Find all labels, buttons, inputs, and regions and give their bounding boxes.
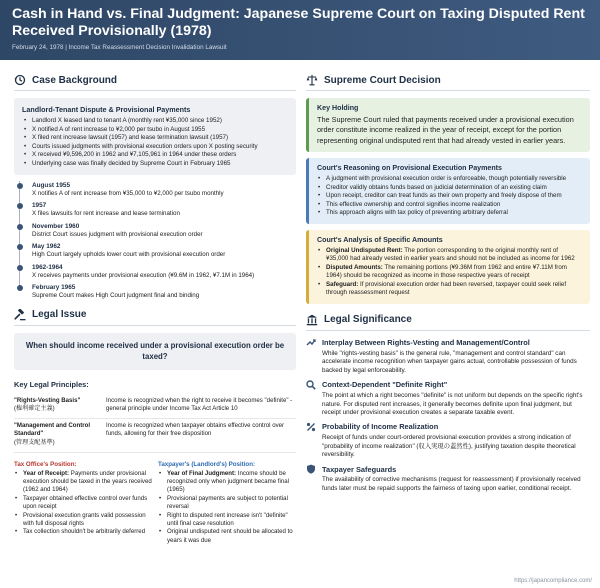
list-item: • A judgment with provisional execution order is enforceable, though potentially reversible [317,175,582,184]
list-item: • Taxpayer obtained effective control over funds upon receipt [14,495,152,512]
background-section-title: Case Background [14,74,296,91]
timeline-dot [17,224,23,230]
list-item: • Year of Receipt: Payments under provisional execution should be taxed in the years received (1962 and 1964) [14,470,152,495]
legal-question: When should income received under a provisional execution order be taxed? [14,333,296,370]
timeline-item: 1962-1964 X receives payments under provisional execution (¥9.6M in 1962, ¥7.1M in 1964) [32,263,296,281]
page-subtitle: February 24, 1978 | Income Tax Reassessment Decision Invalidation Lawsuit [12,44,227,51]
list-item: • Right to disputed rent increase isn't "definite" until final case resolution [158,512,296,529]
footer-url[interactable]: https://japancompliance.com/ [514,578,592,584]
reasoning-card: Court's Reasoning on Provisional Execution Payments • A judgment with provisional execution order is enforceable, though potentially reversible • Creditor validly obtains funds based on judicial determination of an existing claim • Upon receipt, creditor can treat funds as their own property and freely dispose of them • This effective ownership and control signifies income realization • This approach aligns with tax policy of preventing arbitrary deferral [306,158,590,224]
issue-section-title: Legal Issue [14,309,296,326]
left-column [14,74,296,545]
timeline-dot [17,244,23,250]
timeline-item: August 1955 X notifies A of rent increase from ¥35,000 to ¥2,000 per tsubo monthly [32,181,296,199]
amounts-card: Court's Analysis of Specific Amounts • Original Undisputed Rent: The portion corresponding to the original monthly rent of ¥35,000 had already vested in earlier years and should not be included as income for 1962 • Disputed Amounts: The remaining portions (¥9.36M from 1962 and entire ¥7.11M from 1964) should be recognized as income in those respective years of receipt • Safeguard: If provisional execution order had been reversed, taxpayer could seek relief through reassessment request [306,230,590,304]
timeline-dot [17,203,23,209]
page-header [0,0,600,60]
timeline-dot [17,285,23,291]
right-column [306,74,590,497]
key-holding-card: Key Holding The Supreme Court ruled that payments received under a provisional execution order constitute income realized in the year of receipt, except for the portion representing original undisputed rent that had already vested in earlier years. [306,98,590,152]
shield-icon [306,464,316,474]
list-item: • X notified A of rent increase to ¥2,000 per tsubo in August 1955 [22,126,288,135]
page-title: Cash in Hand vs. Final Judgment: Japanese Supreme Court on Taxing Disputed Rent Received Provisionally (1978) [12,6,585,39]
significance-section-title: Legal Significance [306,314,590,331]
background-box-title: Landlord-Tenant Dispute & Provisional Payments [22,105,191,114]
list-item: • Provisional execution grants valid possession with full disposal rights [14,512,152,529]
courthouse-icon [306,314,318,326]
background-bullets [22,117,288,169]
significance-item: Probability of Income Realization Receipt of funds under court-ordered provisional execution provides a strong indication of "probability of income realization" (収入実現の蓋然性), justifying taxation despite theoretical reversibility. [306,422,590,460]
list-item: • Creditor validly obtains funds based on judicial determination of an existing claim [317,184,582,193]
timeline [14,181,296,301]
list-item: • Underlying case was finally decided by Supreme Court in February 1965 [22,160,288,169]
timeline-item: May 1962 High Court largely upholds lower court with provisional execution order [32,242,296,260]
list-item: • Original Undisputed Rent: The portion corresponding to the original monthly rent of ¥35,000 had already vested in earlier years and should not be included as income for 1962 [317,247,582,264]
list-item: • This approach aligns with tax policy of preventing arbitrary deferral [317,209,582,218]
search-icon [306,380,316,390]
list-item: • X received ¥9,596,200 in 1962 and ¥7,105,961 in 1964 under these orders [22,151,288,160]
significance-item: Interplay Between Rights-Vesting and Management/Control While "rights-vesting basis" is the general rule, "management and control standard" can accelerate income recognition when taxpayer gains actual, controllable possession of funds backed by legal enforceability. [306,338,590,376]
principle-row: "Management and Control Standard" (管理支配基準) Income is recognized when taxpayer obtains effective control over funds, allowing for their free disposition [14,419,296,453]
list-item: • Upon receipt, creditor can treat funds as their own property and freely dispose of them [317,192,582,201]
list-item: • Original undisputed rent should be allocated to years it was due [158,528,296,545]
tax-office-position: Tax Office's Position: • Year of Receipt: Payments under provisional execution should be taxed in the years received (1962 and 1964) • Taxpayer obtained effective control over funds upon receipt • Provisional execution grants valid possession with full disposal rights • Tax collection shouldn't be arbitrarily deferred [14,461,152,546]
history-icon [14,74,26,86]
significance-item: Context-Dependent "Definite Right" The point at which a right becomes "definite" is not uniform but depends on the specific right's nature. For disputed rent increases, it generally becomes definite upon final judgment, but receipt under provisional execution creates a separate taxable event. [306,380,590,418]
list-item: • X filed rent increase lawsuit (1957) and lease termination lawsuit (1957) [22,134,288,143]
positions [14,461,296,546]
balance-scale-icon [306,74,318,86]
interplay-icon [306,338,316,348]
principles-title: Key Legal Principles: [14,379,89,389]
decision-section-title: Supreme Court Decision [306,74,590,91]
gavel-icon [14,309,26,321]
list-item: • Year of Final Judgment: Income should be recognized only when judgment became final (1965) [158,470,296,495]
timeline-dot [17,265,23,271]
list-item: • Safeguard: If provisional execution order had been reversed, taxpayer could seek relief through reassessment request [317,281,582,298]
timeline-line [19,181,20,289]
list-item: • Provisional payments are subject to potential reversal [158,495,296,512]
list-item: • Courts issued judgments with provisional execution orders upon X posting security [22,143,288,152]
timeline-item: November 1960 District Court issues judgment with provisional execution order [32,222,296,240]
taxpayer-position: Taxpayer's (Landlord's) Position: • Year of Final Judgment: Income should be recognized only when judgment became final (1965) • Provisional payments are subject to potential reversal • Right to disputed rent increase isn't "definite" until final case resolution • Original undisputed rent should be allocated to years it was due [158,461,296,546]
list-item: • Landlord X leased land to tenant A (monthly rent ¥35,000 since 1952) [22,117,288,126]
timeline-item: February 1965 Supreme Court makes High Court judgment final and binding [32,283,296,301]
significance-list [306,338,590,494]
significance-item: Taxpayer Safeguards The availability of corrective mechanisms (request for reassessment) if provisionally received funds later must be repaid supports the fairness of taxing upon earlier, conditional receipt. [306,464,590,493]
list-item: • This effective ownership and control signifies income realization [317,201,582,210]
list-item: • Tax collection shouldn't be arbitrarily deferred [14,528,152,536]
timeline-dot [17,183,23,189]
background-box [14,98,296,175]
principle-row: "Rights-Vesting Basis" (権利確定主義) Income is recognized when the right to receive it becomes "definite" - general principle under Income Tax Act Article 10 [14,394,296,419]
timeline-item: 1957 X files lawsuits for rent increase and lease termination [32,201,296,219]
percent-icon [306,422,316,432]
list-item: • Disputed Amounts: The remaining portions (¥9.36M from 1962 and entire ¥7.11M from 1964) should be recognized as income in those respective years of receipt [317,264,582,281]
